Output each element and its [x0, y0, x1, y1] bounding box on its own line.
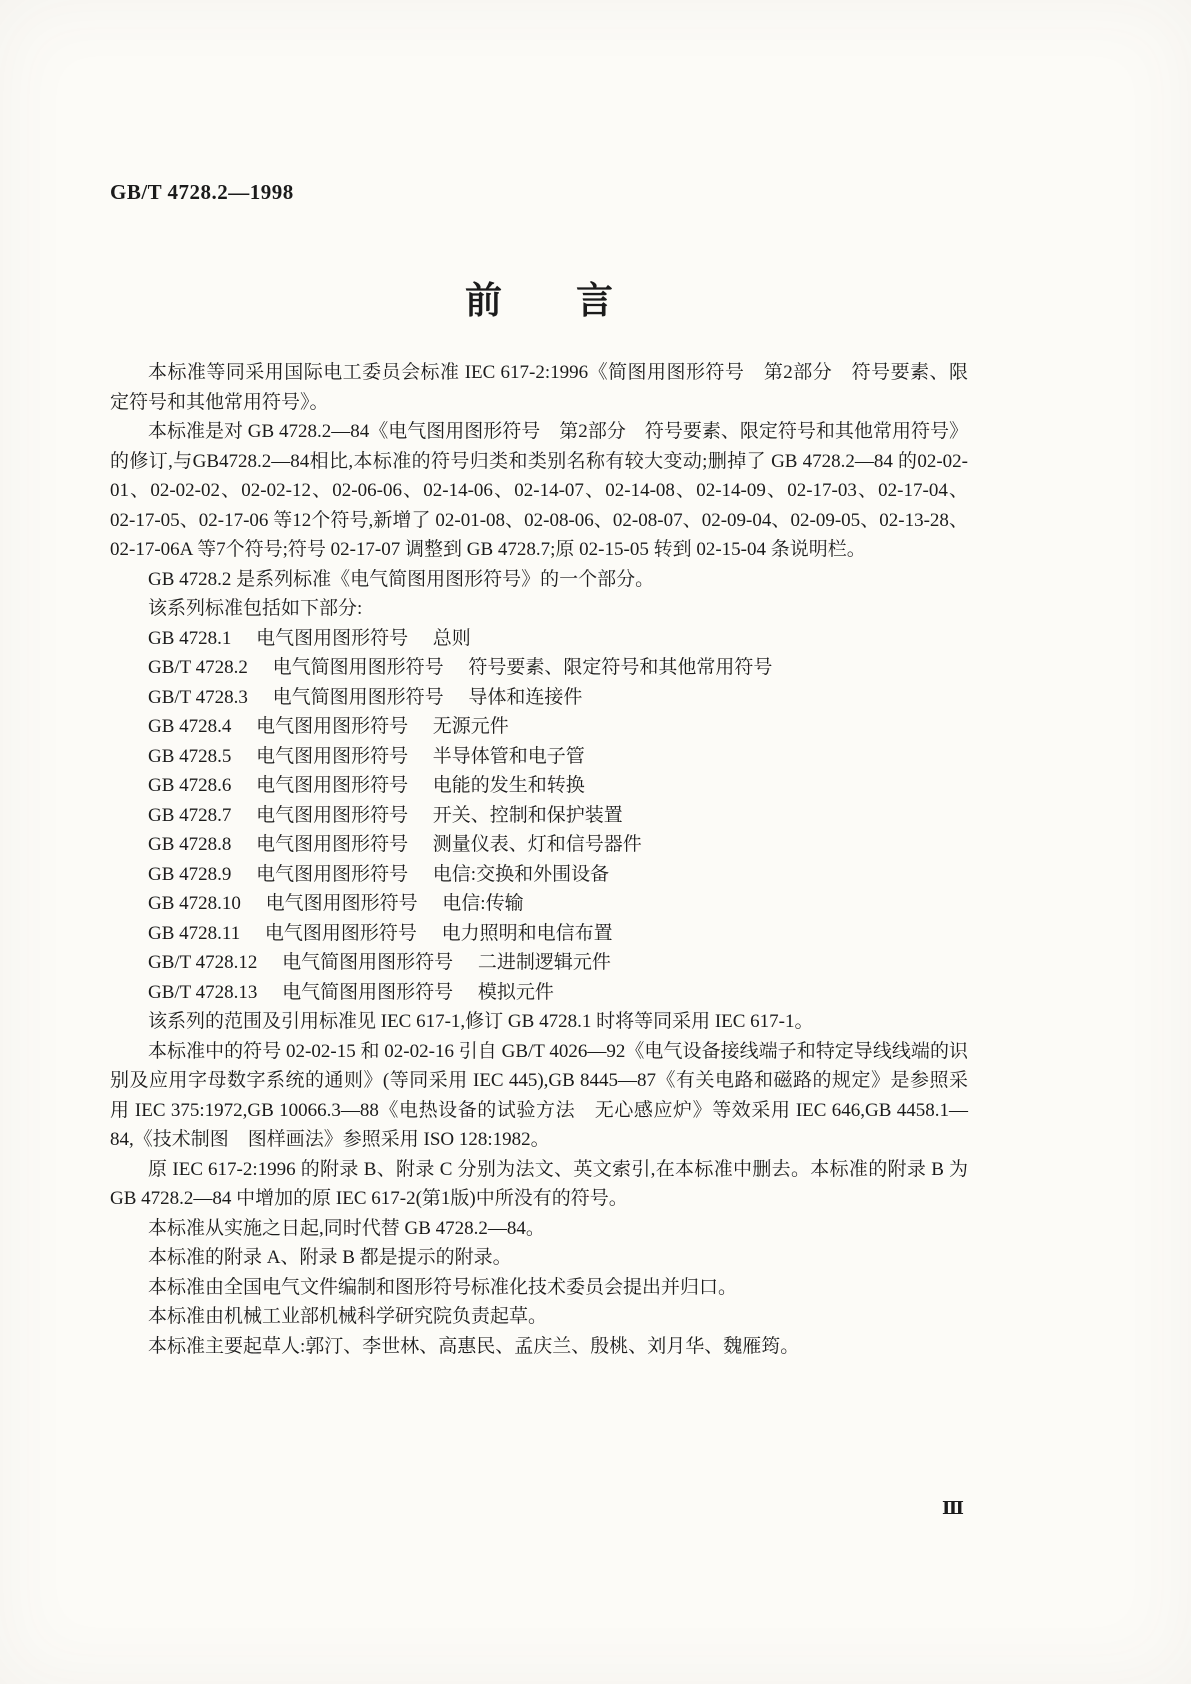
series-item — [148, 771, 968, 801]
paragraph: 原 IEC 617-2:1996 的附录 B、附录 C 分别为法文、英文索引,在本标准中删去。本标准的附录 B 为 GB 4728.2—84 中增加的原 IEC 617-2(第1版)中所没有的符号。 — [110, 1158, 968, 1209]
series-item — [148, 742, 968, 772]
series-item-subject: 测量仪表、灯和信号器件 — [432, 834, 642, 855]
series-item-name: 电气简图用图形符号 — [282, 952, 454, 973]
paragraph: 本标准是对 GB 4728.2—84《电气图用图形符号 第2部分 符号要素、限定符号和其他常用符号》的修订,与GB4728.2—84相比,本标准的符号归类和类别名称有较大变动;删掉了 GB 4728.2—84 的02-02-01、02-02-02、02-02-12、02-06-06、02-14-06、02-14-07、02-14-08、02-14-09、02-17-03、02-17-04、02-17-05、02-17-06 等12个符号,新增了 02-01-08、02-08-06、02-08-07、02-09-04、02-09-05、02-13-28、02-17-06A 等7个符号;符号 02-17-07 调整到 GB 4728.7;原 02-15-05 转到 02-15-04 条说明栏。 — [110, 421, 968, 560]
series-item-name: 电气图用图形符号 — [256, 775, 409, 796]
series-item-name: 电气图用图形符号 — [256, 804, 409, 826]
series-item-subject: 电信:交换和外围设备 — [432, 863, 610, 885]
series-item-code: GB/T 4728.3 — [148, 686, 248, 708]
series-item — [148, 889, 968, 919]
series-item-subject: 总则 — [432, 627, 471, 649]
page-number: Ⅲ — [942, 1498, 964, 1518]
series-item-subject: 二进制逻辑元件 — [477, 952, 611, 973]
paragraph: 本标准中的符号 02-02-15 和 02-02-16 引自 GB/T 4026—92《电气设备接线端子和特定导线线端的识别及应用字母数字系统的通则》(等同采用 IEC 445),GB 8445—87《有关电路和磁路的规定》是参照采用 IEC 375:1972,GB 10066.3—88《电热设备的试验方法 无心感应炉》等效采用 IEC 646,GB 4458.1—84,《技术制图 图样画法》参照采用 ISO 128:1982。 — [110, 1040, 968, 1150]
paragraph: 本标准从实施之日起,同时代替 GB 4728.2—84。 — [148, 1217, 545, 1239]
series-item — [148, 801, 968, 831]
series-item-code: GB 4728.6 — [148, 775, 232, 796]
series-item-subject: 模拟元件 — [477, 981, 554, 1003]
series-item-code: GB 4728.11 — [148, 922, 241, 944]
series-item-name: 电气简图用图形符号 — [272, 657, 444, 678]
series-item-subject: 符号要素、限定符号和其他常用符号 — [468, 657, 773, 678]
series-item-code: GB 4728.1 — [148, 627, 232, 649]
paragraph: 本标准的附录 A、附录 B 都是提示的附录。 — [148, 1247, 512, 1268]
series-item — [148, 683, 968, 713]
series-item-name: 电气图用图形符号 — [256, 745, 409, 767]
series-item-code: GB/T 4728.12 — [148, 952, 258, 973]
foreword-body — [110, 358, 968, 1361]
series-standards-list — [110, 624, 968, 1008]
series-item-subject: 电力照明和电信布置 — [441, 922, 613, 944]
series-item-subject: 开关、控制和保护装置 — [432, 804, 623, 826]
series-item-name: 电气简图用图形符号 — [282, 981, 454, 1003]
series-item-subject: 电能的发生和转换 — [432, 775, 585, 796]
page-title: 前 言 — [465, 281, 613, 322]
series-item-code: GB 4728.8 — [148, 834, 232, 855]
paragraph: 本标准由机械工业部机械科学研究院负责起草。 — [148, 1306, 548, 1327]
series-item-subject: 半导体管和电子管 — [432, 745, 585, 767]
series-item — [148, 712, 968, 742]
series-item-subject: 无源元件 — [432, 716, 509, 737]
series-item-subject: 电信:传输 — [442, 893, 524, 914]
series-item-name: 电气图用图形符号 — [256, 863, 409, 885]
paragraph: 本标准主要起草人:郭汀、李世林、高惠民、孟庆兰、殷桃、刘月华、魏雁筠。 — [148, 1335, 800, 1357]
series-item-code: GB 4728.9 — [148, 863, 232, 885]
paragraph: GB 4728.2 是系列标准《电气简图用图形符号》的一个部分。 — [148, 568, 655, 590]
paragraph: 本标准等同采用国际电工委员会标准 IEC 617-2:1996《简图用图形符号 第2部分 符号要素、限定符号和其他常用符号》。 — [110, 362, 968, 413]
series-item-name: 电气图用图形符号 — [256, 627, 409, 649]
series-item — [148, 919, 968, 949]
standard-number: GB/T 4728.2—1998 — [110, 180, 294, 204]
series-item-code: GB 4728.5 — [148, 745, 232, 767]
series-item-name: 电气图用图形符号 — [264, 922, 417, 944]
series-item-code: GB/T 4728.2 — [148, 657, 248, 678]
series-item-name: 电气图用图形符号 — [256, 716, 409, 737]
series-item-name: 电气图用图形符号 — [265, 893, 418, 914]
series-item-subject: 导体和连接件 — [468, 686, 583, 708]
series-item-name: 电气图用图形符号 — [256, 834, 409, 855]
series-item-name: 电气简图用图形符号 — [272, 686, 444, 708]
paragraph: 本标准由全国电气文件编制和图形符号标准化技术委员会提出并归口。 — [148, 1276, 738, 1298]
series-item — [148, 830, 968, 860]
series-item-code: GB 4728.7 — [148, 804, 232, 826]
series-item-code: GB 4728.4 — [148, 716, 232, 737]
series-item-code: GB 4728.10 — [148, 893, 241, 914]
series-item — [148, 624, 968, 654]
series-item — [148, 653, 968, 683]
paragraph: 该系列标准包括如下部分: — [148, 598, 363, 619]
series-item-code: GB/T 4728.13 — [148, 981, 258, 1003]
series-item — [148, 978, 968, 1008]
paragraph: 该系列的范围及引用标准见 IEC 617-1,修订 GB 4728.1 时将等同采用 IEC 617-1。 — [148, 1011, 814, 1032]
series-item — [148, 948, 968, 978]
series-item — [148, 860, 968, 890]
